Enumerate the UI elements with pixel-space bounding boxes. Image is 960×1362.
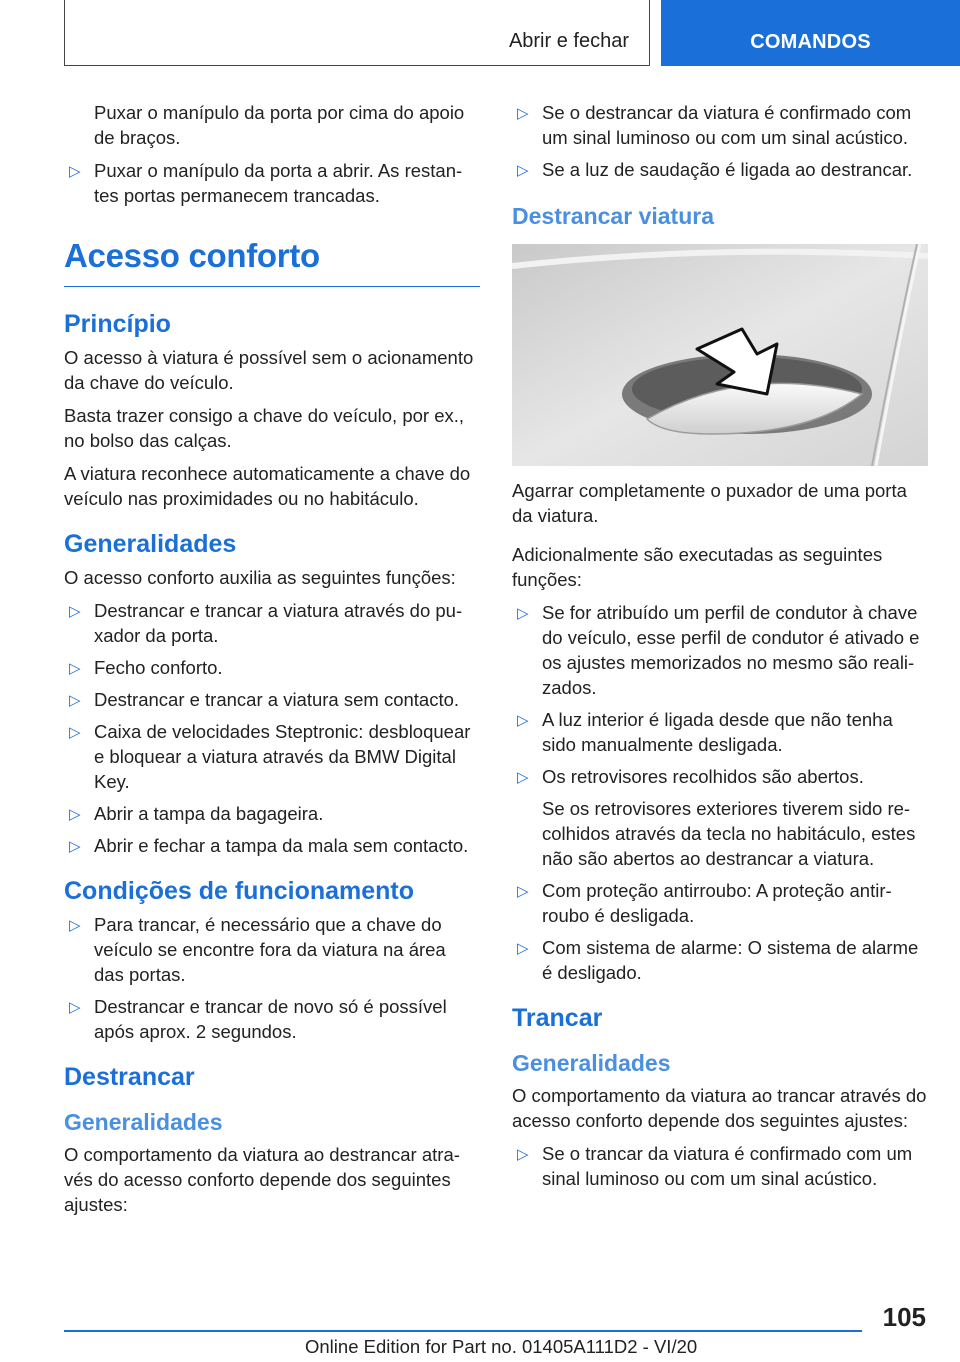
- list-item: ▷ Destrancar e trancar de novo só é possível após aprox. 2 segundos.: [69, 996, 447, 1042]
- mirror-note: Se os retrovisores exteriores tiverem sido recolhidos através da tecla no habitáculo, estes não são abertos ao destrancar a viatura.: [542, 798, 916, 869]
- section-heading: Acesso conforto: [64, 236, 480, 287]
- list-item: ▷ A luz interior é ligada desde que não tenha sido manualmente desligada.: [517, 709, 893, 755]
- bullet-triangle-icon: ▷: [517, 940, 529, 957]
- paragraph: O comportamento da viatura ao trancar através do acesso conforto depende dos seguintes ajustes:: [512, 1085, 927, 1131]
- list-item: ▷ Fecho conforto.: [64, 655, 480, 680]
- bullet-triangle-icon: ▷: [69, 917, 81, 934]
- paragraph: Adicionalmente são executadas as seguintes funções:: [512, 544, 883, 590]
- subheading-generalidades-destrancar: Generalidades: [64, 1109, 223, 1135]
- list-item: ▷ Com sistema de alarme: O sistema de alarme é desligado.: [517, 937, 919, 983]
- subheading-principio: Princípio: [64, 310, 171, 338]
- continued-text: Puxar o manípulo da porta por cima do apoio de braços.: [94, 102, 465, 148]
- list-item: ▷ Se o destrancar da viatura é confirmado com um sinal luminoso ou com um sinal acústico.: [517, 102, 912, 148]
- edition-note: Online Edition for Part no. 01405A111D2 - VI/20: [305, 1336, 698, 1357]
- bullet-triangle-icon: ▷: [517, 769, 529, 786]
- paragraph: Agarrar completamente o puxador de uma porta da viatura.: [512, 480, 907, 526]
- paragraph: O acesso à viatura é possível sem o acionamento da chave do veículo.: [64, 347, 474, 393]
- bullet-triangle-icon: ▷: [69, 603, 81, 620]
- bullet-triangle-icon: ▷: [69, 692, 81, 709]
- section-title: Abrir e fechar: [508, 30, 629, 52]
- list-item: ▷ Abrir e fechar a tampa da mala sem contacto.: [64, 833, 480, 858]
- door-handle-illustration: [512, 244, 928, 466]
- bullet-triangle-icon: ▷: [517, 712, 529, 729]
- bullet-triangle-icon: ▷: [69, 838, 81, 855]
- subheading-destrancar-viatura: Destrancar viatura: [512, 203, 714, 229]
- bullet-triangle-icon: ▷: [69, 660, 81, 677]
- bullet-triangle-icon: ▷: [517, 105, 529, 122]
- left-column: [64, 100, 480, 1225]
- right-column: [512, 100, 928, 1198]
- footer-divider: [64, 1330, 862, 1332]
- paragraph: A viatura reconhece automaticamente a chave do veículo nas proximidades ou no habitáculo.: [64, 463, 471, 509]
- bullet-triangle-icon: ▷: [69, 724, 81, 741]
- subheading-generalidades-trancar: Generalidades: [512, 1050, 671, 1076]
- list-item: ▷ Puxar o manípulo da porta a abrir. As restantes portas permanecem trancadas.: [69, 160, 463, 206]
- conditions-list: [64, 912, 480, 1044]
- bullet-triangle-icon: ▷: [69, 163, 81, 180]
- unlock-functions-list: [512, 600, 928, 985]
- subheading-destrancar: Destrancar: [64, 1063, 195, 1091]
- paragraph: Basta trazer consigo a chave do veículo, por ex., no bolso das calças.: [64, 405, 465, 451]
- header-box: [64, 0, 650, 66]
- bullet-triangle-icon: ▷: [517, 1146, 529, 1163]
- subheading-condicoes: Condições de funcionamento: [64, 877, 415, 905]
- list-item: ▷ Caixa de velocidades Steptronic: desbloquear e bloquear a viatura através da BMW Digital Key.: [69, 721, 471, 792]
- subheading-generalidades: Generalidades: [64, 530, 237, 558]
- list-item: ▷ Abrir a tampa da bagageira.: [64, 801, 480, 826]
- paragraph: O comportamento da viatura ao destrancar através do acesso conforto depende dos seguintes ajustes:: [64, 1144, 460, 1215]
- subheading-trancar: Trancar: [512, 1004, 603, 1032]
- bullet-triangle-icon: ▷: [69, 806, 81, 823]
- bullet-triangle-icon: ▷: [517, 605, 529, 622]
- continued-settings-list: [512, 100, 928, 182]
- page-number: 105: [882, 1302, 926, 1332]
- bullet-triangle-icon: ▷: [517, 883, 529, 900]
- continued-list: [64, 158, 480, 208]
- bullet-triangle-icon: ▷: [517, 162, 529, 179]
- paragraph: O acesso conforto auxilia as seguintes funções:: [64, 567, 456, 588]
- functions-list: [64, 598, 480, 858]
- list-item: ▷ Se a luz de saudação é ligada ao destrancar.: [512, 157, 928, 182]
- list-item: ▷ Os retrovisores recolhidos são abertos. Se os retrovisores exteriores tiverem sido recolhidos através da tecla no habitáculo, estes não são abertos ao destrancar a viatura.: [512, 764, 928, 871]
- list-item: ▷ Se for atribuído um perfil de condutor à chave do veículo, esse perfil de condutor é ativado e os ajustes memorizados no mesmo são realizados.: [517, 602, 920, 698]
- list-item: ▷ Com proteção antirroubo: A proteção antirroubo é desligada.: [517, 880, 892, 926]
- list-item: ▷ Destrancar e trancar a viatura sem contacto.: [64, 687, 480, 712]
- chapter-tab[interactable]: COMANDOS: [661, 0, 960, 66]
- list-item: ▷ Se o trancar da viatura é confirmado com um sinal luminoso ou com um sinal acústico.: [517, 1143, 913, 1189]
- bullet-triangle-icon: ▷: [69, 999, 81, 1016]
- list-item: ▷ Para trancar, é necessário que a chave do veículo se encontre fora da viatura na área das portas.: [69, 914, 446, 985]
- lock-settings-list: [512, 1141, 928, 1191]
- list-item: ▷ Destrancar e trancar a viatura através do puxador da porta.: [69, 600, 463, 646]
